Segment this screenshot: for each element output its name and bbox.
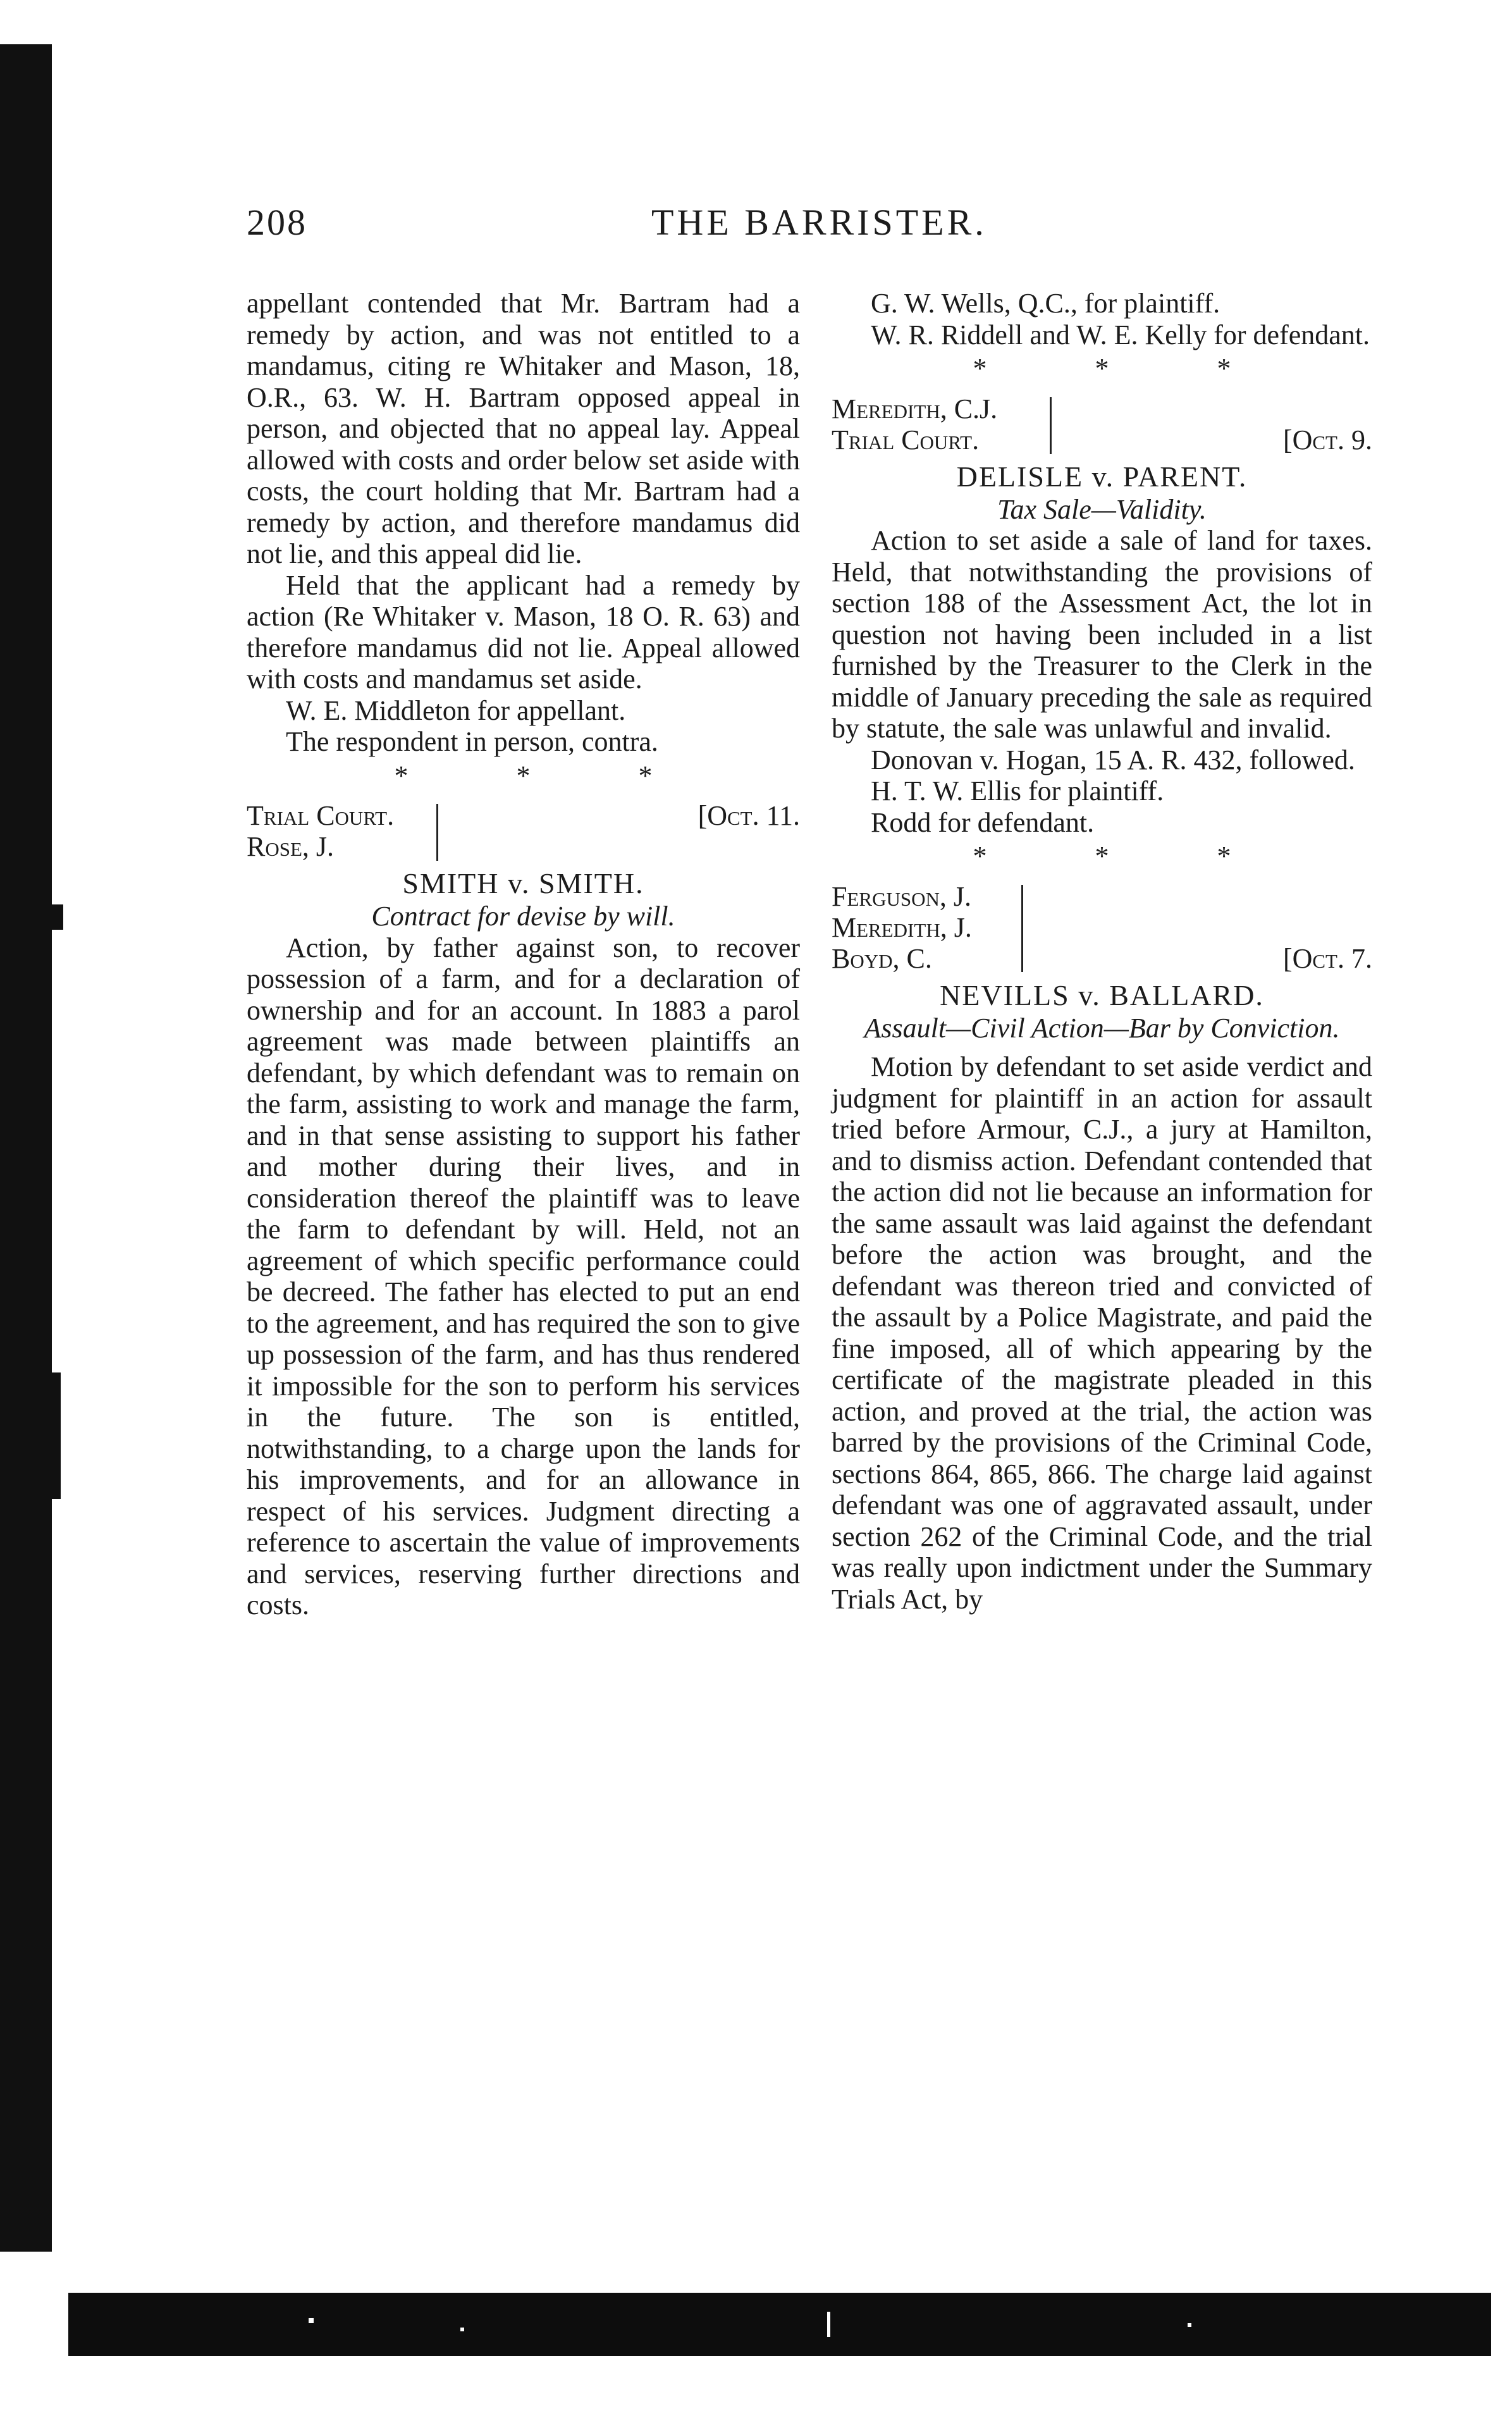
court-name: Trial Court. <box>247 800 395 831</box>
headnote: Assault—Civil Action—Bar by Conviction. <box>864 1012 1340 1044</box>
right-column <box>832 288 1372 1615</box>
judge-name: Meredith, C.J. <box>832 393 998 424</box>
paragraph: Action, by father against son, to recover possession of a farm, and for a declaration of ownership and for an account. In 1883 a parol agreement was made between plaintiffs an defendant, by which defendant was to remain on the farm, assisting to work and manage the farm, and in that sense assisting to support his father and mother during their lives, and in consideration thereof the plaintiff was to leave the farm to defendant by will. Held, not an agreement of which specific performance could be decreed. The father has elected to put an end to the agreement, and has required the son to give up possession of the farm, and has thus rendered it impossible for the son to perform his services in the future. The son is entitled, notwithstanding, to a charge upon the lands for his improvements, and for an allowance in respect of his services. Judgment directing a reference to ascertain the value of improvements and services, reserving further directions and costs. <box>247 932 800 1620</box>
binding-notch <box>44 904 63 930</box>
paragraph: Donovan v. Hogan, 15 A. R. 432, followed. <box>871 744 1355 775</box>
judge-name: Ferguson, J. <box>832 880 971 912</box>
decision-date: [Oct. 11. <box>698 800 800 831</box>
decision-date: [Oct. 9. <box>1282 424 1372 455</box>
headnote: Contract for devise by will. <box>371 901 675 932</box>
section-separator: * * * <box>973 353 1282 384</box>
bracket <box>1050 397 1052 454</box>
counsel-line: W. E. Middleton for appellant. <box>286 694 626 726</box>
counsel-line: W. R. Riddell and W. E. Kelly for defendant. <box>871 319 1370 350</box>
scan-bottom-border <box>68 2293 1491 2356</box>
counsel-line: The respondent in person, contra. <box>286 726 658 757</box>
binding-edge <box>0 44 52 2252</box>
left-column <box>247 288 800 1621</box>
decision-date: [Oct. 7. <box>1282 942 1372 974</box>
case-title: NEVILLS v. BALLARD. <box>940 978 1264 1011</box>
case-title: SMITH v. SMITH. <box>402 867 644 899</box>
counsel-line: H. T. W. Ellis for plaintiff. <box>871 775 1164 806</box>
paragraph: Held that the applicant had a remedy by action (Re Whitaker v. Mason, 18 O. R. 63) and therefore mandamus did not lie. Appeal allowed with costs and mandamus set aside. <box>247 569 800 694</box>
court-block <box>832 881 1372 975</box>
page-number: 208 <box>247 202 307 243</box>
section-separator: * * * <box>973 841 1282 872</box>
judge-name: Meredith, J. <box>832 911 972 943</box>
bracket <box>1021 885 1023 972</box>
running-title: THE BARRISTER. <box>651 202 987 243</box>
paragraph: Action to set aside a sale of land for taxes. Held, that notwithstanding the provisions of section 188 of the Assessment Act, the lot in question not having been included in a list furnished by the Treasurer to the Clerk in the middle of January preceding the sale as required by statute, the sale was unlawful and invalid. <box>832 525 1372 744</box>
counsel-line: G. W. Wells, Q.C., for plaintiff. <box>871 288 1220 319</box>
court-block <box>247 800 800 863</box>
judge-name: Boyd, C. <box>832 942 932 974</box>
headnote: Tax Sale—Validity. <box>997 493 1207 525</box>
court-block <box>832 393 1372 456</box>
counsel-line: Rodd for defendant. <box>871 806 1095 838</box>
court-name: Trial Court. <box>832 424 980 455</box>
paragraph: Motion by defendant to set aside verdict and judgment for plaintiff in an action for assault tried before Armour, C.J., a jury at Hamilton, and to dismiss action. Defendant contended that the action did not lie because an information for the same assault was laid against the defendant before the action was brought, and the defendant was thereon tried and convicted of the assault by a Police Magistrate, and paid the fine imposed, all of which appearing by the certificate of the magistrate pleaded in this action, and proved at the trial, the action was barred by the provisions of the Criminal Code, sections 864, 865, 866. The charge laid against defendant was one of aggravated assault, under section 262 of the Criminal Code, and the trial was really upon indictment under the Summary Trials Act, by <box>832 1051 1372 1615</box>
section-separator: * * * <box>394 760 703 791</box>
paragraph: appellant contended that Mr. Bartram had a remedy by action, and was not entitled to a mandamus, citing re Whitaker and Mason, 18, O.R., 63. W. H. Bartram opposed appeal in person, and objected that no appeal lay. Appeal allowed with costs and order below set aside with costs, the court holding that Mr. Bartram had a remedy by action, and therefore mandamus did not lie, and this appeal did lie. <box>247 288 800 569</box>
judge-name: Rose, J. <box>247 831 335 862</box>
bracket <box>436 804 438 861</box>
case-title: DELISLE v. PARENT. <box>956 460 1248 493</box>
page-header <box>247 201 1379 245</box>
binding-notch <box>52 1372 61 1499</box>
